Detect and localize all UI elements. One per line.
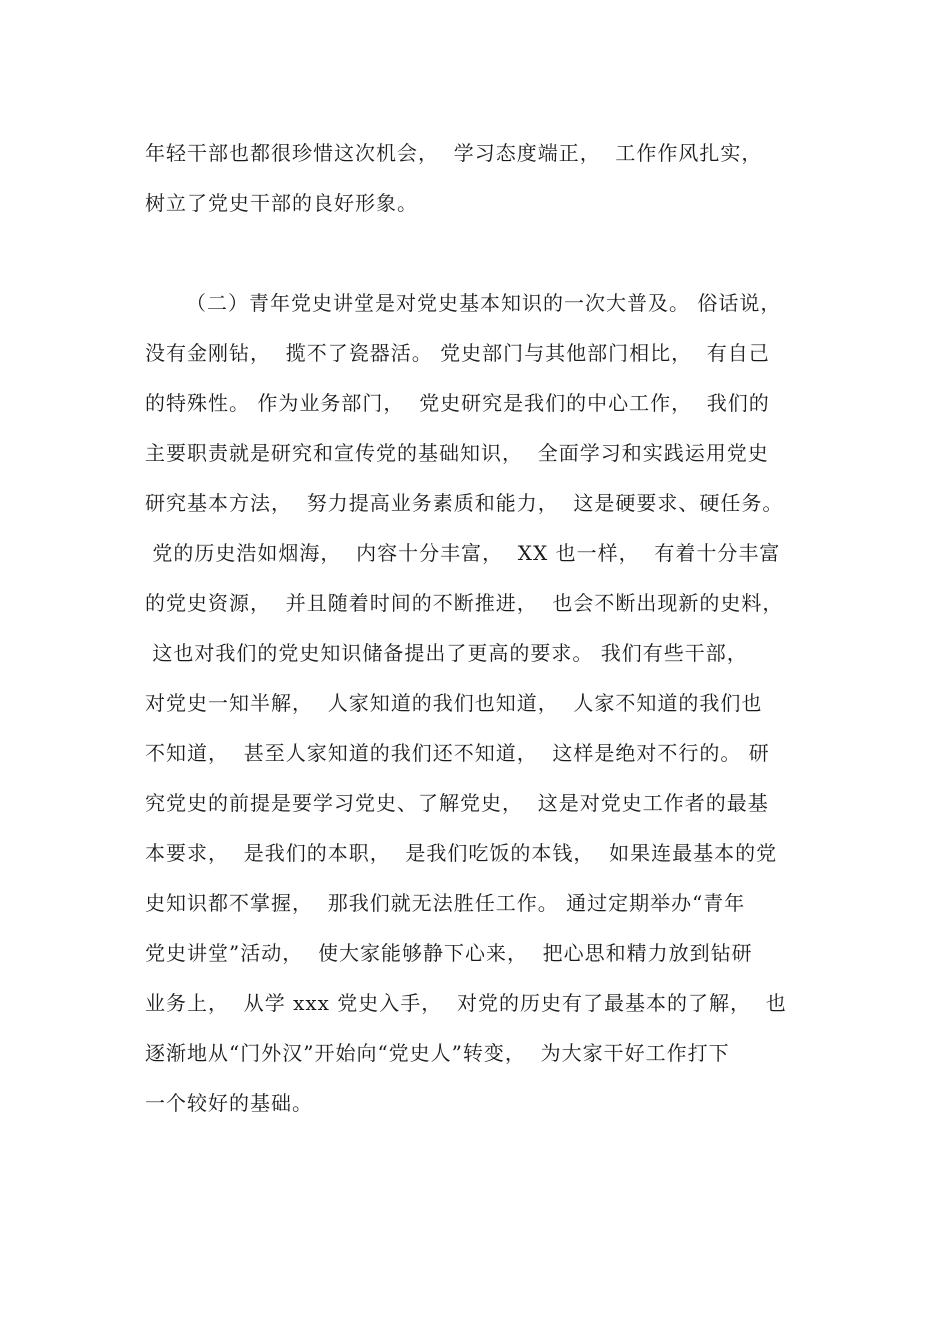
text-line: 树立了党史干部的良好形象。 bbox=[145, 191, 418, 215]
text-line: 的特殊性。 作为业务部门， 党史研究是我们的中心工作， 我们的 bbox=[145, 391, 770, 415]
text-line: 这也对我们的党史知识储备提出了更高的要求。 我们有些干部， bbox=[145, 641, 748, 665]
text-line: 不知道， 甚至人家知道的我们还不知道， 这样是绝对不行的。 研 bbox=[145, 741, 770, 765]
text-line: 研究基本方法， 努力提高业务素质和能力， 这是硬要求、硬任务。 bbox=[145, 491, 784, 515]
text-line: 的党史资源， 并且随着时间的不断推进， 也会不断出现新的史料， bbox=[145, 591, 784, 615]
text-line: 一个较好的基础。 bbox=[145, 1091, 313, 1115]
text-line: 主要职责就是研究和宣传党的基础知识， 全面学习和实践运用党史 bbox=[145, 441, 769, 465]
text-line: 党的历史浩如烟海， 内容十分丰富， XX 也一样， 有着十分丰富 bbox=[145, 541, 781, 565]
text-line: 业务上， 从学 xxx 党史入手， 对党的历史有了最基本的了解， 也 bbox=[145, 991, 787, 1015]
text-line: 本要求， 是我们的本职， 是我们吃饭的本钱， 如果连最基本的党 bbox=[145, 841, 778, 865]
text-line: 究党史的前提是要学习党史、了解党史， 这是对党史工作者的最基 bbox=[145, 791, 769, 815]
text-line: 没有金刚钻， 揽不了瓷器活。 党史部门与其他部门相比， 有自己 bbox=[145, 341, 770, 365]
text-line: 对党史一知半解， 人家知道的我们也知道， 人家不知道的我们也 bbox=[145, 691, 763, 715]
text-line: 史知识都不掌握， 那我们就无法胜任工作。 通过定期举办“青年 bbox=[145, 891, 746, 915]
text-line: 党史讲堂”活动， 使大家能够静下心来， 把心思和精力放到钻研 bbox=[145, 941, 753, 965]
text-line: 年轻干部也都很珍惜这次机会， 学习态度端正， 工作作风扎实， bbox=[145, 141, 763, 165]
text-line: 逐渐地从“门外汉”开始向“党史人”转变， 为大家干好工作打下 bbox=[145, 1041, 730, 1065]
text-line: （二）青年党史讲堂是对党史基本知识的一次大普及。 俗话说， bbox=[186, 291, 782, 315]
